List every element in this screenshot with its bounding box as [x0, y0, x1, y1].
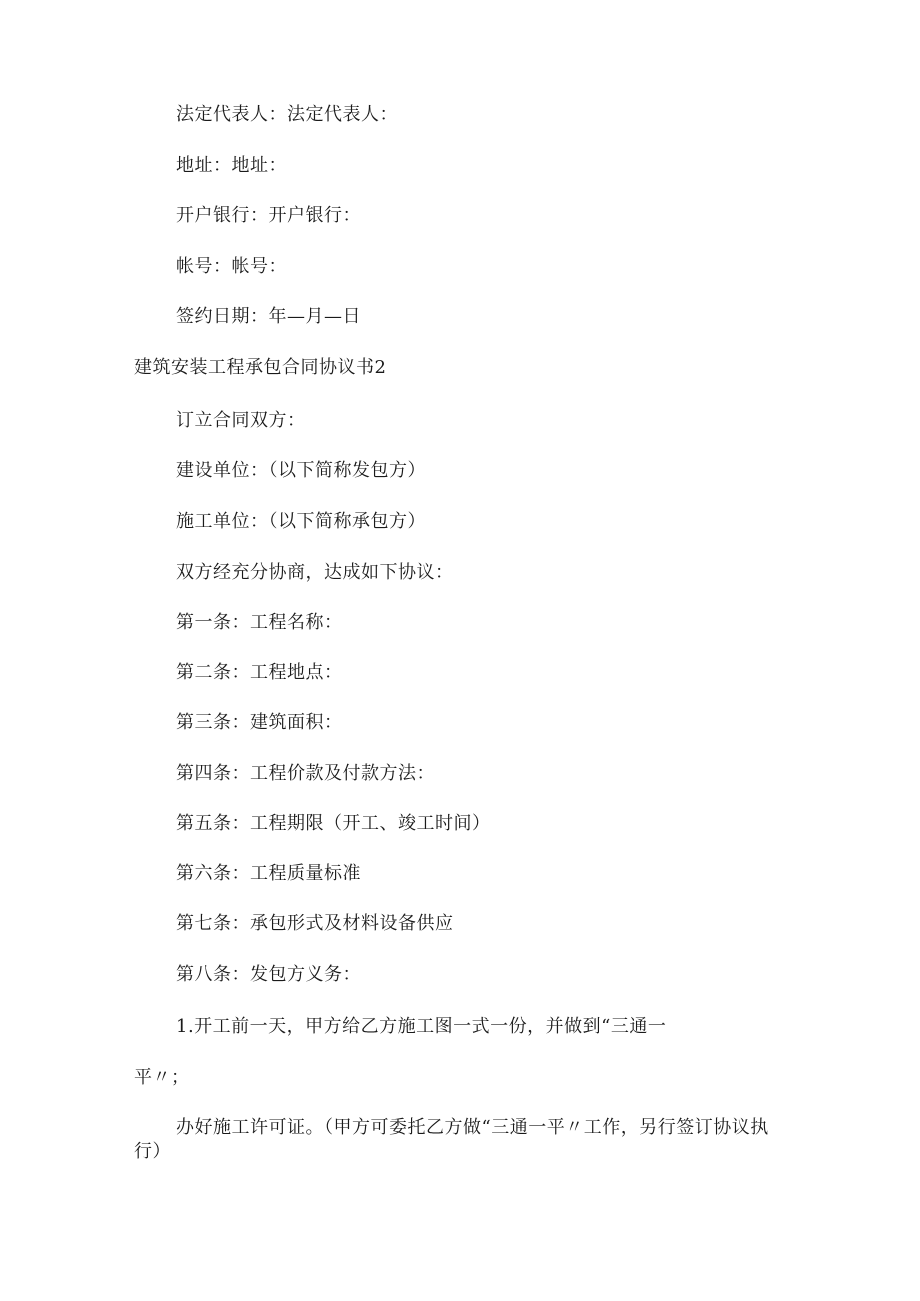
address-line: 地址：地址：	[176, 155, 287, 176]
article-4-line: 第四条：工程价款及付款方法：	[176, 763, 435, 784]
article-2-line: 第二条：工程地点：	[176, 662, 343, 683]
agreement-intro-line: 双方经充分协商，达成如下协议：	[176, 562, 454, 583]
item-1-line-1: 1.开工前一天，甲方给乙方施工图一式一份，并做到“三通一	[176, 1016, 667, 1037]
account-line: 帐号：帐号：	[176, 256, 287, 277]
section-title: 建筑安装工程承包合同协议书2	[134, 357, 387, 378]
contractor-unit-line: 施工单位：（以下简称承包方）	[176, 511, 426, 532]
article-1-line: 第一条：工程名称：	[176, 612, 343, 633]
legal-representative-line: 法定代表人：法定代表人：	[176, 104, 398, 125]
permit-paragraph: 办好施工许可证。（甲方可委托乙方做“三通一平〃工作，另行签订协议执行）	[134, 1117, 769, 1162]
article-7-line: 第七条：承包形式及材料设备供应	[176, 913, 454, 934]
article-8-line: 第八条：发包方义务：	[176, 964, 361, 985]
article-6-line: 第六条：工程质量标准	[176, 863, 361, 884]
signing-date-line: 签约日期：年—月—日	[176, 306, 361, 327]
contract-parties-line: 订立合同双方：	[176, 410, 306, 431]
client-unit-line: 建设单位：（以下简称发包方）	[176, 460, 426, 481]
item-1-line-2: 平〃；	[134, 1067, 190, 1088]
article-3-line: 第三条：建筑面积：	[176, 712, 343, 733]
bank-line: 开户银行：开户银行：	[176, 205, 361, 226]
article-5-line: 第五条：工程期限（开工、竣工时间）	[176, 813, 491, 834]
